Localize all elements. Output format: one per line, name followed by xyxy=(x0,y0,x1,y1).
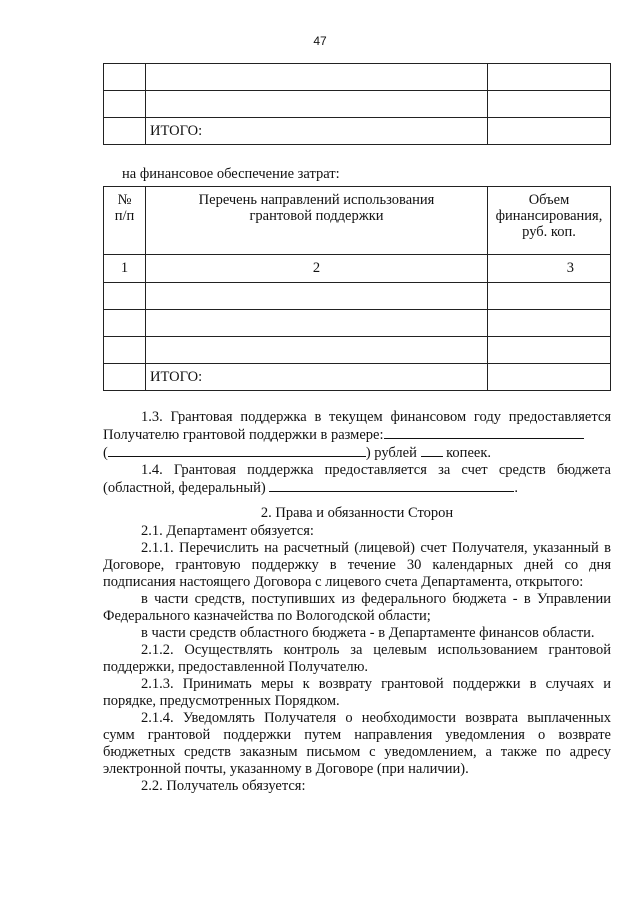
table-cell xyxy=(146,310,488,337)
header-directions: Перечень направлений использования грантовой поддержки xyxy=(146,187,488,255)
table-row xyxy=(104,337,611,364)
header-amount: Объем финансирования, руб. коп. xyxy=(488,187,611,255)
paragraph-2-1-3: 2.1.3. Принимать меры к возврату грантовой поддержки в случаях и порядке, предусмотренных Порядком. xyxy=(103,676,611,709)
table-cell xyxy=(104,91,146,118)
table-cell xyxy=(104,310,146,337)
paragraph-1-3: 1.3. Грантовая поддержка в текущем финансовом году предоставляется Получателю грантовой поддержки в размере: xyxy=(103,409,611,443)
column-numbering-row xyxy=(104,255,611,283)
table-row xyxy=(104,118,611,145)
table-cell xyxy=(488,118,611,145)
header-number: № п/п xyxy=(104,187,146,255)
table-cell xyxy=(488,310,611,337)
paragraph-2-1-4: 2.1.4. Уведомлять Получателя о необходимости возврата выплаченных сумм грантовой поддержки путем направления уведомления о возврате бюджетных средств заказным письмом с уведомлением, а также по адресу электронной почты, указанному в Договоре (при наличии). xyxy=(103,710,611,777)
paragraph-2-1: 2.1. Департамент обязуется: xyxy=(141,523,314,539)
table-cell xyxy=(488,64,611,91)
table-row xyxy=(104,91,611,118)
table-cell xyxy=(146,283,488,310)
total-label: ИТОГО: xyxy=(146,364,488,391)
paragraph-2-2: 2.2. Получатель обязуется: xyxy=(141,778,306,794)
paragraph-federal: в части средств, поступивших из федерального бюджета - в Управлении Федерального казначейства по Вологодской области; xyxy=(103,591,611,624)
page-number: 47 xyxy=(313,34,327,48)
table-cell xyxy=(488,91,611,118)
paragraph-1-3-amount: ( ) рублей копеек. xyxy=(103,445,491,461)
table-cell xyxy=(488,364,611,391)
table-header-row xyxy=(104,187,611,255)
paragraph-2-1-1: 2.1.1. Перечислить на расчетный (лицевой) счет Получателя, указанный в Договоре, грантовую поддержку в течение 30 календарных дней со дня подписания настоящего Договора с лицевого счета Департамента, открытого: xyxy=(103,540,611,590)
table-row xyxy=(104,310,611,337)
table-cell xyxy=(104,118,146,145)
table-2 xyxy=(103,186,611,391)
paragraph-regional: в части средств областного бюджета - в Департаменте финансов области. xyxy=(141,625,595,641)
section-heading: 2. Права и обязанности Сторон xyxy=(260,505,454,521)
table-cell xyxy=(104,283,146,310)
table-cell xyxy=(488,337,611,364)
table-cell xyxy=(146,64,488,91)
column-number: 3 xyxy=(488,255,611,283)
table-row xyxy=(104,283,611,310)
table-cell xyxy=(146,337,488,364)
table-row xyxy=(104,364,611,391)
table-cell xyxy=(104,64,146,91)
document-body xyxy=(103,409,611,795)
table-cell xyxy=(146,91,488,118)
paragraph-1-4: 1.4. Грантовая поддержка предоставляется за счет средств бюджета (областной, федеральный) . xyxy=(103,462,611,496)
table-cell xyxy=(104,364,146,391)
column-number: 2 xyxy=(146,255,488,283)
paragraph-2-1-2: 2.1.2. Осуществлять контроль за целевым использованием грантовой поддержки, предоставленной Получателю. xyxy=(103,642,611,675)
table-row xyxy=(104,64,611,91)
column-number: 1 xyxy=(104,255,146,283)
table-caption: на финансовое обеспечение затрат: xyxy=(122,166,340,182)
table-1 xyxy=(103,63,611,145)
table-cell xyxy=(104,337,146,364)
total-label: ИТОГО: xyxy=(146,118,488,145)
table-cell xyxy=(488,283,611,310)
